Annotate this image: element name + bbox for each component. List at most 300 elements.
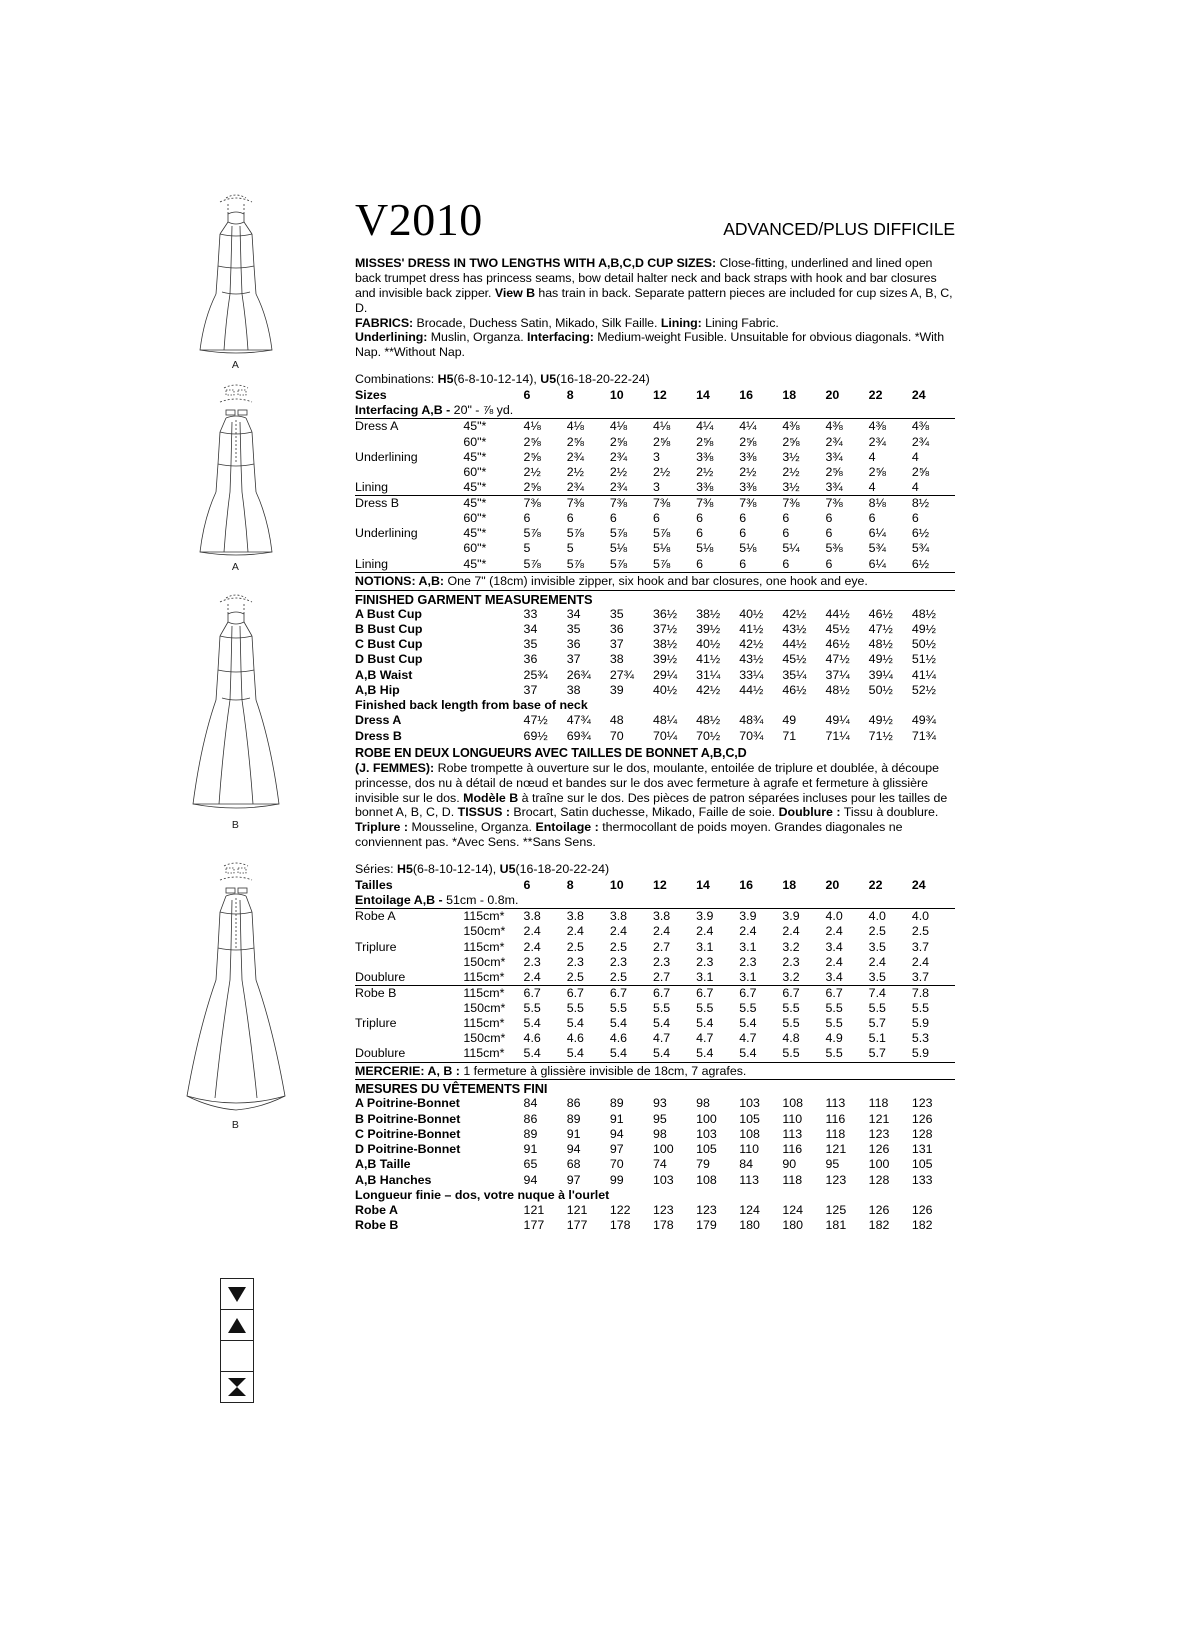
table-row: [355, 1142, 955, 1157]
row-value: 5⅞: [609, 526, 628, 541]
combinations-label: Combinations:: [355, 372, 438, 387]
row-value: 47½: [868, 621, 893, 636]
row-value: 3⅜: [739, 480, 782, 496]
row-value: 4: [868, 449, 876, 464]
row-label: A,B Taille: [355, 1157, 411, 1172]
row-value: 2.5: [609, 939, 628, 954]
notion-markers: [220, 1278, 252, 1403]
row-value: 25¾: [523, 667, 548, 682]
row-value: 5.9: [911, 1016, 930, 1031]
series-label: Séries:: [355, 862, 398, 877]
row-value: 3¾: [826, 480, 869, 496]
row-value: 6.7: [696, 985, 714, 1000]
table-row: [355, 1173, 955, 1188]
row-value: 4¼: [739, 419, 757, 434]
row-value: 2.3: [696, 954, 714, 969]
row-value: 79: [696, 1157, 710, 1172]
row-label: Triplure: [355, 1016, 397, 1031]
row-value: 4¼: [696, 419, 714, 434]
row-value: 126: [911, 1203, 933, 1218]
row-value: 37¼: [825, 667, 850, 682]
row-value: 37: [609, 637, 624, 651]
row-value: 5.4: [696, 1016, 714, 1031]
row-value: 121: [566, 1203, 588, 1218]
row-value: 108: [696, 1172, 717, 1187]
row-value: 5⅞: [566, 526, 584, 541]
row-value: 70½: [696, 728, 721, 743]
row-value: 49¼: [825, 713, 850, 728]
row-value: 113: [739, 1172, 760, 1187]
row-value: 105: [696, 1142, 717, 1157]
metric-yardage-table: [355, 878, 955, 1063]
table-row: [355, 1031, 955, 1046]
row-value: 5⅛: [652, 541, 671, 556]
row-value: 5.5: [782, 1001, 800, 1016]
row-width: 60"*: [463, 541, 487, 556]
row-value: 6: [739, 557, 782, 573]
row-value: 7⅜: [609, 496, 628, 510]
row-value: 118: [868, 1096, 889, 1111]
row-value: 94: [566, 1142, 581, 1157]
table-row: [355, 1157, 955, 1172]
row-value: 5.1: [868, 1031, 886, 1046]
figure-dress-a-front: [133, 188, 338, 371]
row-label: C Poitrine-Bonnet: [355, 1126, 461, 1141]
row-value: 71¼: [825, 728, 850, 743]
row-value: 39½: [652, 652, 678, 667]
size-column-header: 14: [696, 388, 710, 403]
row-label: Lining: [355, 480, 463, 496]
row-value: 5: [523, 541, 531, 556]
row-value: 4: [911, 449, 919, 464]
row-value: 38½: [696, 606, 721, 621]
dress-b-back-drawing: [161, 858, 311, 1118]
row-label: Robe B: [355, 985, 397, 1000]
row-value: 35: [566, 621, 581, 636]
row-value: 7.4: [868, 985, 886, 1000]
mercerie-text: 1 fermeture à glissière invisible de 18cm, 7 agrafes.: [459, 1063, 747, 1078]
row-value: 2½: [652, 464, 671, 479]
interfacing-band: Interfacing A,B - 20" - ⅞ yd.: [355, 403, 955, 419]
row-width: 45"*: [463, 557, 523, 573]
row-value: 7⅜: [652, 496, 671, 510]
marker-triangle-down: [220, 1278, 254, 1309]
row-label: D Bust Cup: [355, 652, 423, 667]
row-value: 5.4: [523, 1016, 541, 1031]
row-value: 4⅜: [868, 419, 886, 434]
finished-measurements-imperial-table: [355, 607, 955, 744]
row-width: 115cm*: [463, 970, 523, 986]
row-value: 47½: [825, 652, 850, 667]
row-value: 6: [782, 511, 790, 526]
row-value: 4⅛: [652, 419, 671, 434]
series-line: [355, 862, 955, 876]
row-value: 6: [825, 511, 833, 526]
row-value: 33¼: [739, 667, 764, 682]
finished-measurements-metric-table: [355, 1096, 955, 1233]
table-row: [355, 1016, 955, 1031]
mercerie-label: MERCERIE: A, B :: [355, 1063, 460, 1078]
row-value: 6.7: [566, 985, 584, 1000]
row-value: 6: [739, 511, 747, 526]
row-value: 94: [523, 1172, 538, 1187]
row-value: 5⅞: [652, 526, 671, 541]
row-value: 105: [911, 1157, 933, 1172]
fabrics-label: FABRICS:: [355, 315, 414, 330]
row-value: 41¼: [911, 667, 936, 682]
row-value: 5.5: [652, 1001, 671, 1016]
size-column-header: 8: [566, 388, 574, 403]
row-label: [355, 924, 463, 939]
row-value: 36: [609, 621, 624, 636]
row-value: 49¾: [911, 713, 936, 728]
row-width: 60"*: [463, 464, 487, 479]
row-value: 2⅝: [696, 434, 714, 449]
row-value: 3.7: [911, 939, 930, 954]
french-sub-label: (J. FEMMES):: [355, 760, 435, 775]
fabrics-text: Brocade, Duchess Satin, Mikado, Silk Faille.: [413, 315, 661, 330]
row-value: 2.4: [524, 970, 567, 986]
row-label: B Poitrine-Bonnet: [355, 1111, 461, 1126]
row-value: 48½: [696, 713, 721, 728]
table-row: [355, 985, 955, 1001]
row-width: 45"*: [463, 419, 487, 434]
row-value: 46½: [782, 682, 807, 697]
row-value: 46½: [825, 637, 850, 651]
row-value: 93: [652, 1096, 667, 1111]
row-value: 2.5: [610, 970, 653, 986]
row-value: 4⅜: [911, 419, 930, 434]
row-value: 4.0: [825, 909, 843, 924]
row-value: 126: [868, 1142, 890, 1157]
row-label: Lining: [355, 557, 463, 573]
size-column-header: 18: [782, 878, 797, 893]
row-value: 44½: [739, 682, 764, 697]
table-row: [355, 1001, 955, 1016]
size-column-header: 12: [652, 878, 667, 893]
lining-text: Lining Fabric.: [701, 315, 779, 330]
figure-dress-b-back: [133, 858, 338, 1131]
table-row: [355, 419, 955, 435]
row-value: 110: [739, 1142, 760, 1157]
row-value: 118: [825, 1126, 846, 1141]
row-value: 2.3: [652, 954, 671, 969]
row-value: 125: [825, 1203, 847, 1218]
row-value: 44½: [825, 606, 850, 621]
header-row: [355, 194, 955, 245]
table-row: [355, 526, 955, 541]
size-column-header: 22: [868, 388, 883, 403]
row-value: 86: [523, 1111, 538, 1126]
row-value: 6: [782, 557, 825, 573]
row-value: 123: [652, 1203, 674, 1218]
row-value: 47¾: [566, 713, 591, 728]
row-value: 6: [523, 511, 531, 526]
row-value: 2⅝: [524, 480, 567, 496]
tissus-text: Brocart, Satin duchesse, Mikado, Faille de soie.: [509, 805, 779, 820]
row-value: 131: [911, 1142, 933, 1157]
row-value: 40½: [696, 637, 721, 651]
combo-u5: U5: [540, 372, 557, 387]
size-column-header: 16: [739, 388, 754, 403]
row-value: 89: [566, 1111, 581, 1126]
marker-blank: [220, 1340, 254, 1371]
row-value: 3.5: [868, 939, 886, 954]
row-value: 51½: [911, 652, 936, 667]
row-value: 3: [653, 480, 696, 496]
row-width: 45"*: [463, 449, 487, 464]
row-value: 5.5: [696, 1001, 714, 1016]
row-label: Robe B: [355, 1218, 399, 1233]
row-value: 2.7: [652, 939, 671, 954]
row-value: 35: [523, 637, 538, 651]
row-label: [355, 1031, 463, 1046]
row-value: 35¼: [782, 667, 807, 682]
row-value: 182: [868, 1218, 890, 1233]
row-value: 5.5: [782, 1046, 825, 1062]
row-value: 39: [609, 682, 624, 697]
row-value: 68: [566, 1157, 581, 1172]
row-value: 71: [782, 728, 797, 743]
row-value: 43½: [782, 621, 807, 636]
interfacing-band: Entoilage A,B - 51cm - 0.8m.: [355, 893, 955, 909]
interfacing-band-row: [355, 893, 955, 909]
row-value: 2¾: [566, 449, 584, 464]
entoilage-text: thermocollant de poids moyen. Grandes diagonales ne conviennent pas. *Avec Sens. **Sans Sens.: [355, 820, 903, 850]
row-value: 3.4: [825, 939, 843, 954]
row-value: 179: [696, 1218, 717, 1233]
back-length-title: Finished back length from base of neck: [355, 698, 588, 712]
row-value: 4.7: [652, 1031, 671, 1046]
row-value: 123: [868, 1126, 890, 1141]
row-label: D Poitrine-Bonnet: [355, 1142, 461, 1157]
row-value: 116: [782, 1142, 803, 1157]
row-value: 91: [566, 1126, 581, 1141]
dress-a-front-drawing: [176, 188, 296, 358]
row-value: 180: [782, 1218, 804, 1233]
row-value: 2.4: [825, 924, 843, 939]
row-value: 34: [566, 606, 581, 621]
row-value: 37½: [652, 621, 678, 636]
back-length-title-row: [355, 698, 955, 713]
row-value: 37: [523, 682, 538, 697]
row-value: 4.6: [609, 1031, 628, 1046]
row-value: 116: [825, 1111, 846, 1126]
row-value: 5⅜: [825, 541, 843, 556]
row-value: 2¾: [868, 434, 886, 449]
row-value: 4.7: [696, 1031, 714, 1046]
table-row: [355, 924, 955, 939]
row-value: 69¾: [566, 728, 591, 743]
triplure-label: Triplure :: [355, 820, 409, 835]
row-value: 3.8: [566, 909, 584, 924]
row-value: 3.2: [782, 970, 825, 986]
row-value: 5⅞: [523, 526, 541, 541]
row-label: Doublure: [355, 970, 463, 986]
lining-label: Lining:: [660, 315, 702, 330]
row-value: 5¾: [868, 541, 886, 556]
row-value: 2.3: [523, 954, 541, 969]
row-value: 6: [652, 511, 660, 526]
series-u5-sizes: (16-18-20-22-24): [515, 862, 610, 877]
row-value: 2.4: [911, 954, 930, 969]
row-value: 2⅝: [739, 434, 757, 449]
row-value: 6.7: [739, 985, 757, 1000]
entoilage-label: Entoilage :: [535, 820, 599, 835]
row-label: A,B Hip: [355, 682, 400, 697]
row-value: 103: [652, 1172, 674, 1187]
row-label: Underlining: [355, 449, 418, 464]
row-label: C Bust Cup: [355, 637, 423, 651]
row-value: 36: [523, 652, 538, 667]
row-value: 180: [739, 1218, 760, 1233]
row-value: 5¾: [911, 541, 930, 556]
notions-line: [355, 573, 955, 590]
row-value: 7⅜: [523, 496, 541, 510]
row-value: 2.4: [652, 924, 671, 939]
row-value: 5⅞: [653, 557, 696, 573]
row-label: [355, 1001, 463, 1016]
marker-hourglass: [220, 1371, 254, 1403]
row-width: 115cm*: [463, 1046, 523, 1062]
dress-a-back-drawing: [176, 380, 296, 560]
table-row: [355, 622, 955, 637]
row-value: 6: [739, 526, 747, 541]
row-value: 4⅛: [566, 419, 584, 434]
row-value: 5¼: [782, 541, 800, 556]
row-value: 3½: [782, 480, 825, 496]
row-value: 2⅝: [868, 464, 886, 479]
description-paragraph: [355, 256, 955, 360]
row-value: 5.4: [739, 1016, 757, 1031]
table-row: [355, 465, 955, 480]
size-column-header: 24: [911, 878, 926, 893]
row-value: 2½: [696, 464, 714, 479]
size-column-header: 16: [739, 878, 754, 893]
size-column-header: 18: [782, 388, 797, 403]
row-value: 94: [609, 1126, 624, 1141]
row-value: 5⅞: [610, 557, 653, 573]
row-width: 115cm*: [463, 1016, 505, 1031]
doublure-text: Tissu à doublure.: [840, 805, 939, 820]
row-label: [355, 435, 463, 450]
tissus-label: TISSUS :: [457, 805, 510, 820]
row-value: 74: [652, 1157, 667, 1172]
table-row: [355, 1096, 955, 1111]
table-row: [355, 940, 955, 955]
table-row: [355, 435, 955, 450]
underlining-label: Underlining:: [355, 330, 428, 345]
table-row: [355, 729, 955, 744]
row-value: 5.5: [782, 1016, 800, 1031]
row-label: Robe A: [355, 909, 396, 924]
row-value: 110: [782, 1111, 803, 1126]
row-value: 36½: [652, 606, 678, 621]
row-value: 7.8: [911, 985, 930, 1000]
row-value: 124: [739, 1203, 760, 1218]
row-value: 2¾: [609, 449, 628, 464]
row-width: 45"*: [463, 480, 523, 496]
difficulty-label: ADVANCED/PLUS DIFFICILE: [723, 219, 955, 239]
row-value: 5⅛: [739, 541, 757, 556]
row-value: 34: [523, 621, 538, 636]
row-value: 89: [609, 1096, 624, 1111]
row-value: 97: [609, 1142, 624, 1157]
row-value: 5.4: [567, 1046, 610, 1062]
row-value: 2⅝: [523, 449, 541, 464]
row-value: 50½: [911, 637, 936, 651]
row-value: 2⅝: [825, 464, 843, 479]
row-value: 103: [739, 1096, 760, 1111]
row-label: [355, 511, 463, 526]
row-value: 50½: [868, 682, 893, 697]
view-b-label: View B: [494, 285, 535, 300]
row-value: 3.5: [869, 970, 912, 986]
row-value: 45½: [782, 652, 807, 667]
row-value: 103: [696, 1126, 717, 1141]
dress-b-front-drawing: [171, 588, 301, 818]
table-row: [355, 955, 955, 970]
row-value: 2.3: [609, 954, 628, 969]
size-column-header: 8: [566, 878, 574, 893]
table-row: [355, 496, 955, 512]
row-value: 100: [868, 1157, 890, 1172]
figure-label: B: [231, 1119, 240, 1131]
figure-label: A: [231, 561, 240, 573]
row-value: 7⅜: [739, 496, 757, 510]
row-value: 6: [782, 526, 790, 541]
triplure-text: Mousseline, Organza.: [408, 820, 536, 835]
row-value: 70¼: [652, 728, 678, 743]
row-value: 4.0: [868, 909, 886, 924]
row-value: 3.8: [652, 909, 671, 924]
row-value: 2¾: [567, 480, 610, 496]
row-label: [355, 465, 463, 480]
row-width: 45"*: [463, 496, 487, 510]
row-value: 3½: [782, 449, 800, 464]
series-h5-sizes: (6-8-10-12-14),: [412, 862, 500, 877]
size-column-header: 20: [825, 388, 840, 403]
row-value: 27¾: [609, 667, 634, 682]
row-value: 2.3: [566, 954, 584, 969]
row-value: 128: [868, 1172, 890, 1187]
figure-dress-a-back: [133, 380, 338, 573]
row-value: 6.7: [652, 985, 671, 1000]
row-value: 123: [696, 1203, 717, 1218]
row-value: 3⅜: [696, 449, 714, 464]
illustration-column: [133, 188, 338, 1388]
row-value: 3.1: [696, 939, 714, 954]
row-width: 150cm*: [463, 1031, 506, 1046]
row-value: 5.5: [523, 1001, 541, 1016]
notions-label: NOTIONS: A,B:: [355, 573, 445, 588]
row-value: 7⅜: [696, 496, 714, 510]
row-value: 133: [911, 1172, 933, 1187]
row-value: 6.7: [523, 985, 541, 1000]
row-value: 181: [825, 1218, 847, 1233]
back-length-title-row: [355, 1188, 955, 1203]
row-value: 48½: [825, 682, 850, 697]
combo-h5: H5: [437, 372, 454, 387]
series-u5: U5: [499, 862, 516, 877]
row-value: 91: [523, 1142, 538, 1157]
row-value: 6: [609, 511, 617, 526]
row-value: 2½: [739, 464, 757, 479]
row-value: 100: [696, 1111, 717, 1126]
row-value: 108: [739, 1126, 760, 1141]
finished-measurements-title: FINISHED GARMENT MEASUREMENTS: [355, 591, 593, 607]
row-value: 42½: [782, 606, 807, 621]
